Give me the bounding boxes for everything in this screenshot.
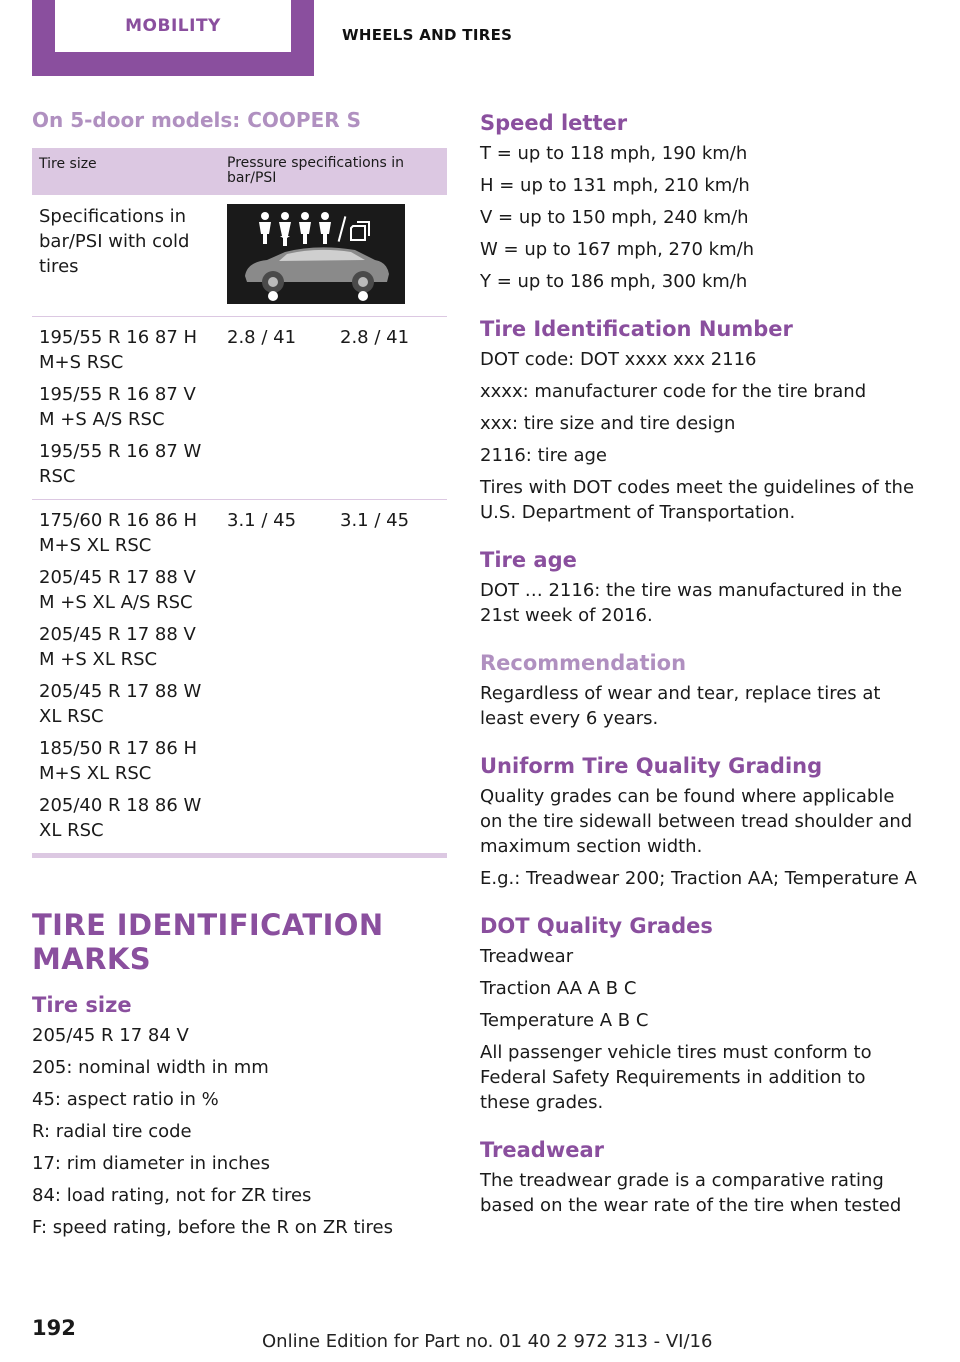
- dot-grades-section: [480, 911, 920, 1115]
- spec-label-line: tires: [39, 256, 79, 277]
- text-line: E.g.: Treadwear 200; Traction AA; Temperature A: [480, 868, 917, 889]
- treadwear-heading: Treadwear: [480, 1138, 604, 1162]
- text-line: W = up to 167 mph, 270 km/h: [480, 239, 755, 260]
- text-line: The treadwear grade is a comparative rating based on the wear rate of the tire when tested: [480, 1170, 902, 1216]
- tire-size: 185/50 R 17 86 H M+S XL RSC: [39, 738, 198, 784]
- text-line: F: speed rating, before the R on ZR tires: [32, 1217, 393, 1238]
- speed-letter-heading: Speed letter: [480, 111, 628, 135]
- tire-sizes-cell: [32, 317, 220, 499]
- text-line: R: radial tire code: [32, 1121, 192, 1142]
- text-line: 205: nominal width in mm: [32, 1057, 269, 1078]
- utqg-heading: Uniform Tire Quality Grading: [480, 754, 823, 778]
- front-pressure: 2.8 / 41: [227, 327, 297, 348]
- text-line: T = up to 118 mph, 190 km/h: [480, 143, 748, 164]
- text-line: xxxx: manufacturer code for the tire brand: [480, 381, 867, 402]
- text-line: 84: load rating, not for ZR tires: [32, 1185, 312, 1206]
- chapter-tab-label: MOBILITY: [55, 0, 291, 52]
- tire-size-section: [32, 990, 447, 1240]
- tire-age-section: [480, 545, 920, 628]
- text-line: All passenger vehicle tires must conform to Federal Safety Requirements in addition to these grades.: [480, 1042, 872, 1113]
- tire-size: 205/40 R 18 86 W XL RSC: [39, 795, 202, 841]
- text-line: V = up to 150 mph, 240 km/h: [480, 207, 749, 228]
- header-pressure: Pressure specifications in bar/PSI: [227, 155, 405, 186]
- text-line: Treadwear: [480, 946, 574, 967]
- tire-size: 195/55 R 16 87 H M+S RSC: [39, 327, 198, 373]
- treadwear-section: [480, 1135, 920, 1218]
- tire-size: 205/45 R 17 88 W XL RSC: [39, 681, 202, 727]
- car-with-passengers-icon: [227, 204, 405, 304]
- spec-label: [32, 195, 220, 316]
- text-line: 205/45 R 17 84 V: [32, 1025, 189, 1046]
- text-line: Quality grades can be found where applicable on the tire sidewall between tread shoulder and maximum section width.: [480, 786, 913, 857]
- text-line: Traction AA A B C: [480, 978, 637, 999]
- tire-size: 175/60 R 16 86 H M+S XL RSC: [39, 510, 198, 556]
- spec-label-line: bar/PSI with cold: [39, 231, 190, 252]
- text-line: DOT … 2116: the tire was manufactured in the 21st week of 2016.: [480, 580, 903, 626]
- text-line: 45: aspect ratio in %: [32, 1089, 219, 1110]
- text-line: 17: rim diameter in inches: [32, 1153, 270, 1174]
- speed-letter-section: [480, 108, 920, 294]
- text-line: DOT code: DOT xxxx xxx 2116: [480, 349, 757, 370]
- tire-sizes-cell: [32, 500, 220, 853]
- table-row: [32, 317, 447, 500]
- utqg-section: [480, 751, 920, 891]
- spec-label-line: Specifications in: [39, 206, 187, 227]
- tire-size-heading: Tire size: [32, 993, 132, 1017]
- rear-pressure: 3.1 / 45: [340, 510, 410, 531]
- table-row-spec: [32, 195, 447, 317]
- left-column: [32, 108, 447, 1247]
- dot-grades-heading: DOT Quality Grades: [480, 914, 713, 938]
- pressure-table: [32, 148, 447, 858]
- table-bottom-rule: [32, 853, 447, 858]
- tire-size: 205/45 R 17 88 V M +S XL RSC: [39, 624, 196, 670]
- text-line: Regardless of wear and tear, replace tires at least every 6 years.: [480, 683, 881, 729]
- section-title: WHEELS AND TIRES: [342, 26, 513, 44]
- tire-size: 195/55 R 16 87 W RSC: [39, 441, 202, 487]
- vehicle-load-image: [227, 204, 405, 304]
- table-header: [32, 148, 447, 195]
- page-number: 192: [32, 1316, 76, 1340]
- tire-size: 195/55 R 16 87 V M +S A/S RSC: [39, 384, 196, 430]
- text-line: Y = up to 186 mph, 300 km/h: [480, 271, 748, 292]
- table-row: [32, 500, 447, 853]
- text-line: Tires with DOT codes meet the guidelines of the U.S. Department of Transportation.: [480, 477, 915, 523]
- load-image-cell: [220, 195, 405, 316]
- model-subtitle: On 5-door models: COOPER S: [32, 108, 361, 132]
- edition-footer: Online Edition for Part no. 01 40 2 972 313 - VI/16: [262, 1331, 713, 1352]
- main-heading: TIRE IDENTIFICATION MARKS: [32, 908, 384, 976]
- tin-heading: Tire Identification Number: [480, 317, 793, 341]
- text-line: H = up to 131 mph, 210 km/h: [480, 175, 750, 196]
- tire-size: 205/45 R 17 88 V M +S XL A/S RSC: [39, 567, 196, 613]
- recommendation-section: [480, 648, 920, 731]
- text-line: 2116: tire age: [480, 445, 607, 466]
- rear-pressure: 2.8 / 41: [340, 327, 410, 348]
- recommendation-heading: Recommendation: [480, 651, 687, 675]
- front-pressure: 3.1 / 45: [227, 510, 297, 531]
- header-tire-size: Tire size: [39, 156, 97, 172]
- text-line: xxx: tire size and tire design: [480, 413, 736, 434]
- right-column: [480, 108, 920, 1238]
- tire-age-heading: Tire age: [480, 548, 577, 572]
- text-line: Temperature A B C: [480, 1010, 649, 1031]
- tin-section: [480, 314, 920, 525]
